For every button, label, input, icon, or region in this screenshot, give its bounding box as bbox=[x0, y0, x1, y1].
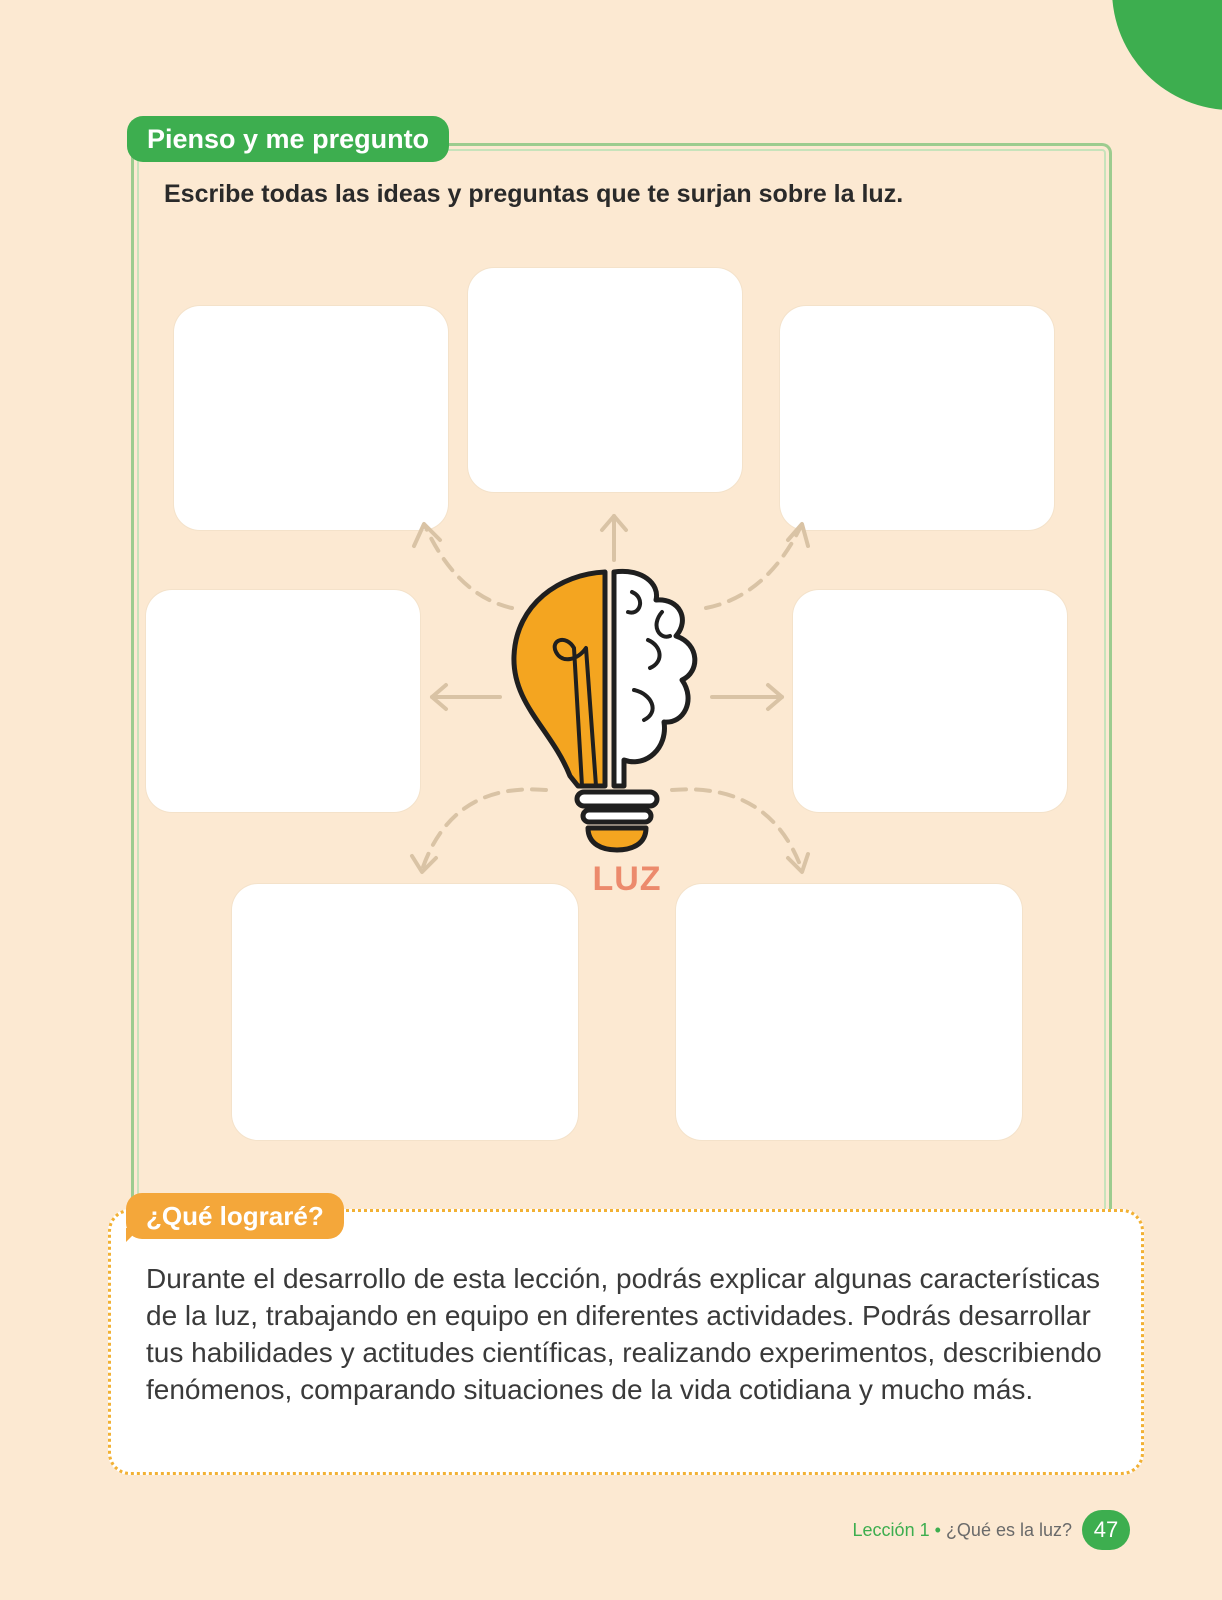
page-number: 47 bbox=[1082, 1510, 1130, 1550]
answer-box-bottom-left[interactable] bbox=[232, 884, 578, 1140]
footer-lesson: Lección 1 bbox=[852, 1520, 930, 1540]
goals-title-tab: ¿Qué lograré? bbox=[126, 1193, 344, 1239]
footer-separator: • bbox=[934, 1520, 941, 1540]
answer-box-top-left[interactable] bbox=[174, 306, 448, 530]
center-label: LUZ bbox=[592, 860, 662, 898]
answer-box-middle-left[interactable] bbox=[146, 590, 420, 812]
corner-decoration bbox=[1112, 0, 1222, 110]
page-footer bbox=[820, 1520, 1072, 1541]
answer-box-top-center[interactable] bbox=[468, 268, 742, 492]
section-title-tab: Pienso y me pregunto bbox=[127, 116, 449, 162]
goals-text: Durante el desarrollo de esta lección, podrás explicar algunas características de la luz, trabajando en equipo en diferentes actividades. Podrás desarrollar tus habilidades y actitudes científicas, realizando experimentos, describiendo fenómenos, comparando situaciones de la vida cotidiana y mucho más. bbox=[146, 1263, 1102, 1405]
footer-topic: ¿Qué es la luz? bbox=[945, 1520, 1072, 1540]
answer-box-middle-right[interactable] bbox=[793, 590, 1067, 812]
instruction-text: Escribe todas las ideas y preguntas que te surjan sobre la luz. bbox=[164, 180, 904, 208]
answer-box-bottom-right[interactable] bbox=[676, 884, 1022, 1140]
answer-box-top-right[interactable] bbox=[780, 306, 1054, 530]
